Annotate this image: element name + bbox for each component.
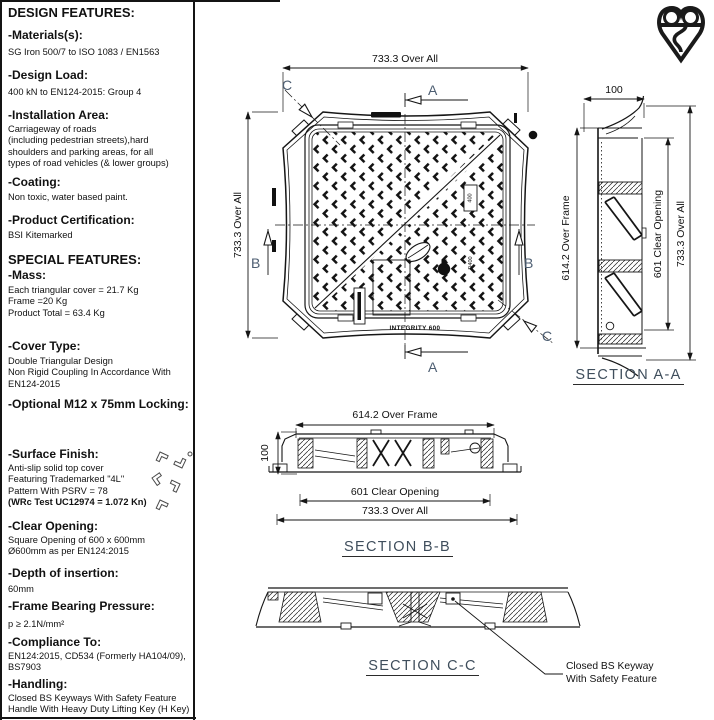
sheet-border-top	[0, 0, 280, 2]
special-features-title: SPECIAL FEATURES:	[8, 252, 142, 267]
bb-dim-frame-text: 614.2 Over Frame	[352, 409, 438, 421]
section-cc-label-wrap	[360, 657, 485, 676]
note-line: BS7903	[8, 662, 42, 673]
plan-letter-a-bottom: A	[428, 359, 438, 375]
bb-dim-100-text: 100	[259, 444, 271, 462]
note-heading: -Coating:	[8, 175, 61, 189]
note-line: Double Triangular Design	[8, 356, 113, 366]
plan-cast-400-text: 400	[467, 193, 474, 203]
sheet-border-bottom	[0, 717, 196, 719]
note-section-locking	[8, 397, 194, 416]
note-heading: -Depth of insertion:	[8, 566, 119, 580]
note-line: Product Total = 63.4 Kg	[8, 307, 105, 318]
note-line: BSI Kitemarked	[8, 230, 73, 240]
note-section-materials	[8, 28, 194, 58]
sheet-border-left	[0, 0, 2, 720]
notes-title: DESIGN FEATURES:	[8, 5, 135, 20]
note-line: EN124:2015, CD534 (Formerly HA104/09),	[8, 651, 186, 661]
aa-dim-frame-text: 614.2 Over Frame	[560, 195, 572, 281]
note-section-mass	[8, 268, 194, 319]
note-heading: -Design Load:	[8, 68, 88, 82]
note-heading: -Clear Opening:	[8, 519, 99, 533]
note-section-cover-type	[8, 339, 194, 390]
note-line: types of road vehicles (& lower groups)	[8, 158, 169, 169]
keyway-callout-line2: With Safety Feature	[566, 673, 657, 685]
note-heading: -Handling:	[8, 677, 68, 691]
note-section-design-load	[8, 68, 194, 98]
plan-cast-class-text: D400	[468, 256, 474, 270]
plan-dim-left-text: 733.3 Over All	[232, 192, 244, 258]
aa-dim-100-text: 100	[605, 84, 623, 96]
note-line: Handle With Heavy Duty Lifting Key (H Key)	[8, 704, 190, 715]
plan-letter-b-left: B	[251, 255, 261, 271]
plan-cast-integrity-text: INTEGRITY 600	[389, 325, 441, 332]
bb-dim-clear-text: 601 Clear Opening	[350, 486, 440, 498]
note-line: Each triangular cover = 21.7 Kg	[8, 285, 139, 295]
note-line: Non toxic, water based paint.	[8, 192, 128, 202]
section-bb-label-wrap	[335, 538, 460, 557]
note-section-coating	[8, 175, 194, 203]
note-heading: -Frame Bearing Pressure:	[8, 599, 155, 613]
note-line: Ø600mm as per EN124:2015	[8, 546, 129, 557]
note-section-depth	[8, 566, 194, 595]
note-section-bearing-pressure	[8, 599, 194, 630]
plan-letter-a-top: A	[428, 82, 438, 98]
section-cc-label: SECTION C-C	[368, 658, 477, 674]
section-aa-drawing	[558, 82, 714, 382]
section-cc-drawing	[253, 582, 593, 694]
plan-cover	[305, 122, 510, 321]
note-line: Frame =20 Kg	[8, 296, 68, 307]
note-heading: -Product Certification:	[8, 213, 135, 227]
aa-dim-clear-text: 601 Clear Opening	[652, 189, 664, 279]
note-heading: -Cover Type:	[8, 339, 81, 353]
note-line: Pattern With PSRV = 78	[8, 485, 108, 496]
note-heading: -Compliance To:	[8, 635, 102, 649]
note-line: Featuring Trademarked "4L"	[8, 474, 125, 485]
bb-profile	[269, 430, 521, 472]
section-aa-label-wrap	[556, 366, 701, 385]
note-section-installation	[8, 108, 194, 170]
note-heading: -Materials(s):	[8, 28, 83, 42]
note-heading: -Surface Finish:	[8, 447, 99, 461]
bb-dim-overall-text: 733.3 Over All	[362, 505, 428, 517]
aa-dim-overall-text: 733.3 Over All	[675, 201, 687, 267]
note-section-handling	[8, 677, 194, 716]
note-line: Square Opening of 600 x 600mm	[8, 535, 145, 545]
note-heading: -Optional M12 x 75mm Locking:	[8, 397, 189, 411]
plan-dim-top	[283, 68, 528, 112]
note-line: Anti-slip solid top cover	[8, 463, 104, 473]
note-section-compliance	[8, 635, 194, 674]
section-bb-drawing	[253, 406, 557, 536]
bsi-kitemark-icon	[655, 2, 707, 64]
note-line: Non Rigid Coupling In Accordance With	[8, 367, 171, 378]
plan-dim-top-text: 733.3 Over All	[372, 53, 438, 65]
note-heading: -Installation Area:	[8, 108, 109, 122]
plan-view-drawing	[228, 48, 564, 378]
note-line: 60mm	[8, 584, 34, 594]
plan-letter-c-bottom: C	[542, 328, 553, 344]
note-line: EN124-2015	[8, 378, 61, 389]
keyway-callout	[566, 661, 657, 686]
note-line: 400 kN to EN124-2015: Group 4	[8, 87, 142, 97]
note-line: (including pedestrian streets),hard	[8, 135, 149, 146]
note-line: Carriageway of roads	[8, 124, 97, 134]
4l-pattern-sample	[146, 446, 198, 512]
note-line: shoulders and parking areas, for all	[8, 146, 154, 157]
cc-profile	[256, 588, 580, 629]
note-line: SG Iron 500/7 to ISO 1083 / EN1563	[8, 47, 160, 57]
section-bb-label: SECTION B-B	[344, 539, 451, 555]
note-line: Closed BS Keyways With Safety Feature	[8, 693, 177, 703]
plan-letter-c-top: C	[282, 77, 293, 93]
section-aa-label: SECTION A-A	[575, 367, 682, 383]
note-heading: -Mass:	[8, 268, 47, 282]
note-line: (WRc Test UC12974 = 1.072 Kn)	[8, 497, 147, 508]
plan-dim-left	[248, 112, 278, 338]
aa-profile	[598, 96, 646, 376]
plan-letter-b-right: B	[524, 255, 534, 271]
note-section-clear-opening	[8, 519, 194, 558]
note-line: p ≥ 2.1N/mm²	[8, 619, 65, 629]
keyway-callout-line1: Closed BS Keyway	[566, 661, 654, 672]
note-section-certification	[8, 213, 194, 241]
